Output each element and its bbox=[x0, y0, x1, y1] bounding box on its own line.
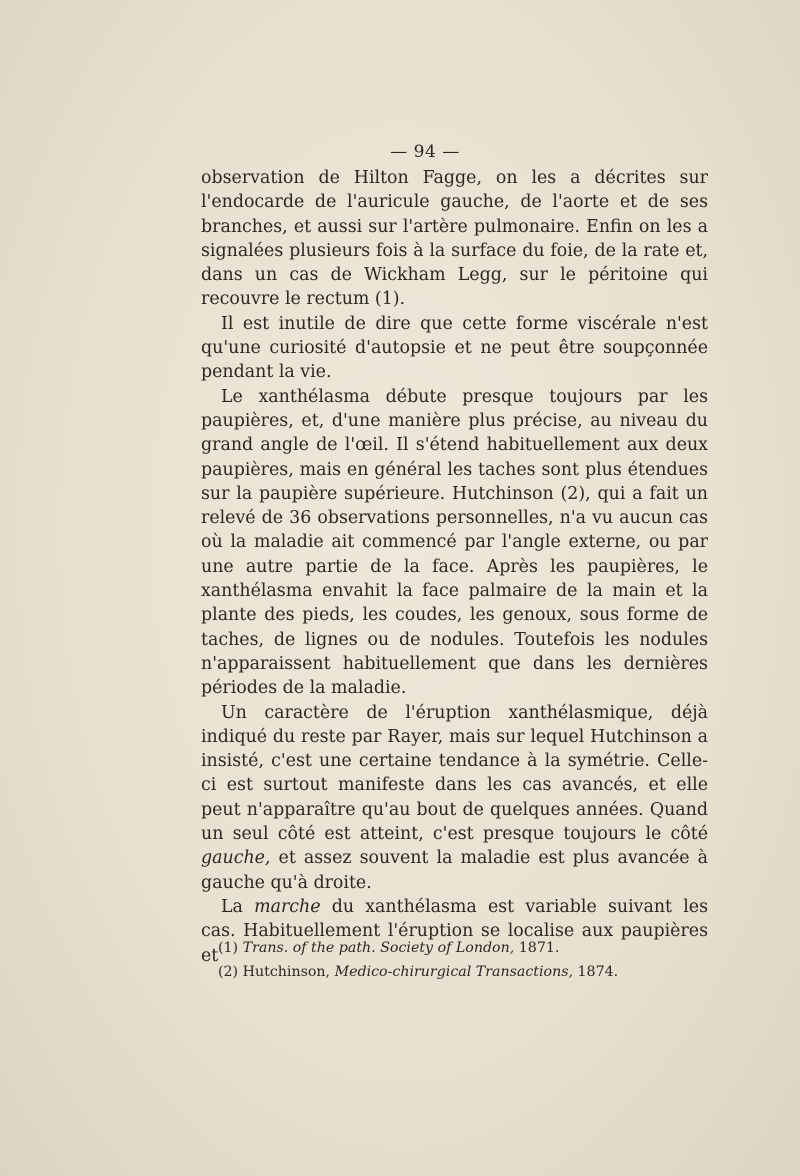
paragraph bbox=[201, 312, 708, 385]
text-run: et assez souvent la maladie est plus avancée à gauche qu'à droite. bbox=[201, 848, 708, 893]
italic-text: Trans. of the path. Society of London, bbox=[242, 940, 515, 956]
text-run: du xanthélasma est variable suivant les cas. Habituellement l'éruption se localise aux paupières et bbox=[201, 896, 708, 966]
footnote bbox=[218, 936, 738, 960]
text-run: Un caractère de l'éruption xanthélasmique, déjà indiqué du reste par Rayer, mais sur lequel Hutchinson a insisté, c'est une certaine tendance à la symétrie. Celle-ci est surtout manifeste dans les cas avancés, et elle peut n'apparaître qu'au bout de quelques années. Quand un seul côté est atteint, c'est presque toujours le côté bbox=[201, 702, 708, 845]
text-run: 1871. bbox=[514, 940, 560, 956]
italic-text: gauche, bbox=[201, 848, 271, 869]
text-run: 1874. bbox=[573, 964, 619, 980]
italic-text: Medico-chirurgical Transactions, bbox=[334, 964, 574, 980]
footnote bbox=[218, 960, 738, 984]
text-run: (1) bbox=[218, 940, 243, 956]
italic-text: marche bbox=[254, 896, 321, 917]
body-text bbox=[201, 166, 708, 968]
text-run: (2) Hutchinson, bbox=[218, 964, 335, 980]
paragraph bbox=[201, 701, 708, 895]
footnotes bbox=[218, 936, 738, 984]
text-run: La bbox=[221, 896, 255, 917]
paragraph bbox=[201, 166, 708, 312]
paragraph bbox=[201, 385, 708, 701]
page-number: — 94 — bbox=[390, 142, 460, 162]
text-run: Le xanthélasma débute presque toujours par les paupières, et, d'une manière plus précise, au niveau du grand angle de l'œil. Il s'étend habituellement aux deux paupières, mais en général les taches sont plus étendues sur la paupière supérieure. Hutchinson (2), qui a fait un relevé de 36 observations personnelles, n'a vu aucun cas où la maladie ait commencé par l'angle externe, ou par une autre partie de la face. Après les paupières, le xanthélasma envahit la face palmaire de la main et la plante des pieds, les coudes, les genoux, sous forme de taches, de lignes ou de nodules. Toutefois les nodules n'apparaissent habituellement que dans les dernières périodes de la maladie. bbox=[201, 386, 708, 699]
text-run: observation de Hilton Fagge, on les a décrites sur l'endocarde de l'auricule gauche, de l'aorte et de ses branches, et aussi sur l'artère pulmonaire. Enfin on les a signalées plusieurs fois à la surface du foie, de la rate et, dans un cas de Wickham Legg, sur le péritoine qui recouvre le rectum (1). bbox=[201, 168, 708, 310]
text-run: Il est inutile de dire que cette forme viscérale n'est qu'une curiosité d'autopsie et ne peut être soupçonnée pendant la vie. bbox=[201, 313, 708, 383]
